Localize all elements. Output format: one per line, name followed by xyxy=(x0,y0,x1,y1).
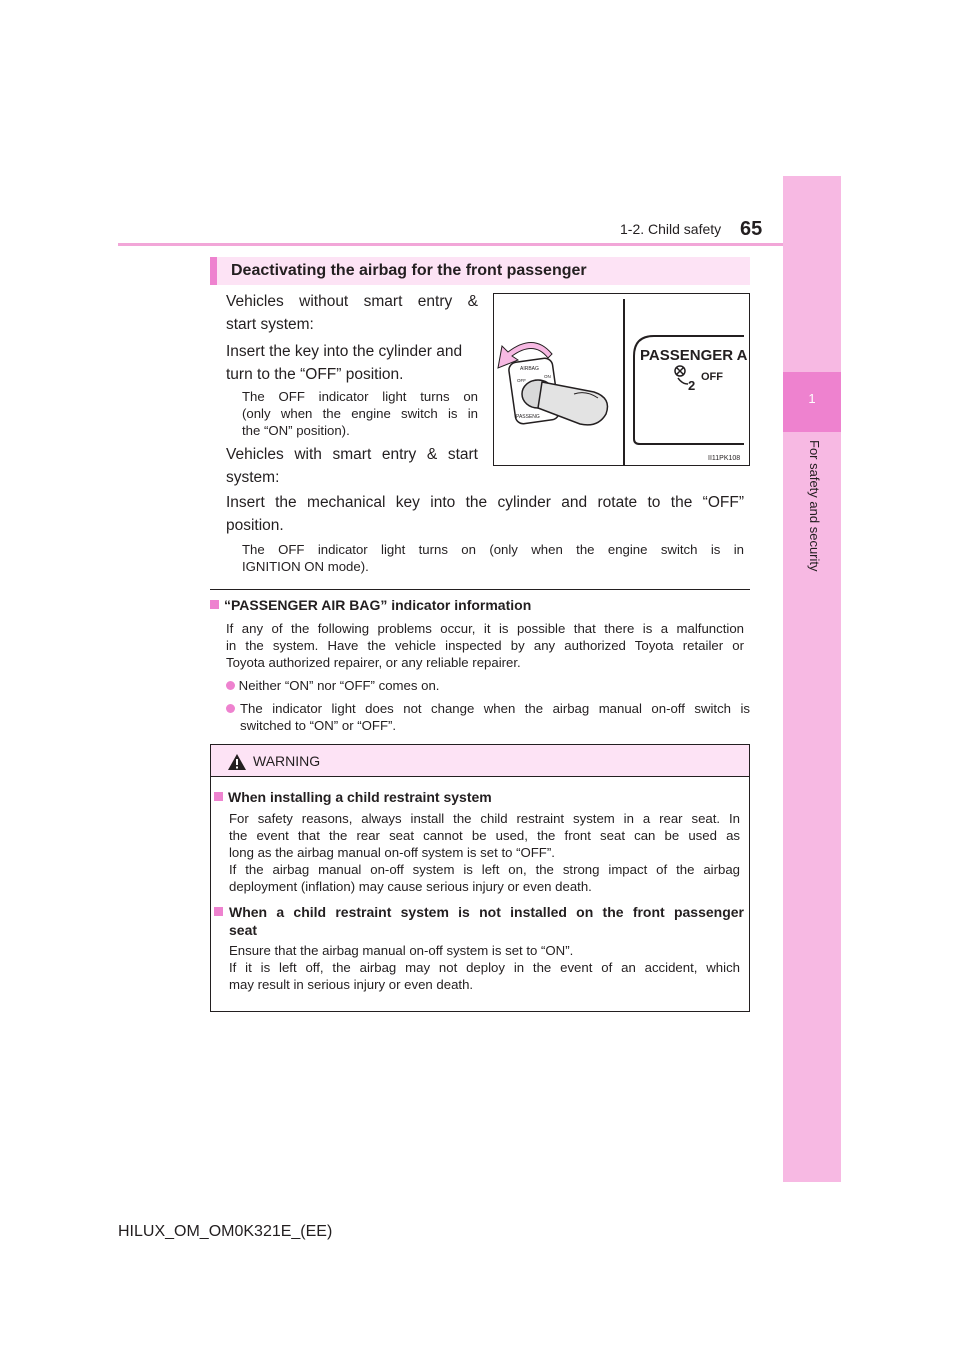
info-text-line3: Toyota authorized repairer, or any reliable repairer. xyxy=(226,655,521,670)
warning-item2-title-line2: seat xyxy=(229,922,258,938)
warning-item1-line2: the event that the rear seat cannot be used, the front seat can be used as xyxy=(229,828,740,843)
info-text-line2: in the system. Have the vehicle inspected by any authorized Toyota retailer or xyxy=(226,638,744,653)
warning-item2-line3: may result in serious injury or even death. xyxy=(229,977,474,992)
round-bullet-icon xyxy=(226,681,235,690)
no-smart-note xyxy=(242,388,478,439)
info-bullet-2-line2: switched to “ON” or “OFF”. xyxy=(240,718,397,733)
figure-code: II11PK108 xyxy=(708,455,741,462)
warning-item2-line1: Ensure that the airbag manual on-off system is set to “ON”. xyxy=(229,943,574,958)
warning-item1-line3: long as the airbag manual on-off system is set to “OFF”. xyxy=(229,845,555,860)
square-bullet-icon xyxy=(214,907,223,916)
passenger-indicator-label: PASSENGER A xyxy=(640,347,748,364)
chapter-number: 1 xyxy=(808,391,816,406)
smart-entry-label xyxy=(226,443,478,489)
chapter-side-tab xyxy=(783,176,841,1182)
warning-item2-title-line1: When a child restraint system is not installed on the front passenger xyxy=(229,904,744,920)
svg-text:2: 2 xyxy=(688,378,696,393)
info-bullet-2 xyxy=(226,700,750,734)
warning-item1-line1: For safety reasons, always install the child restraint system in a rear seat. In xyxy=(229,811,740,826)
passenger-airbag-off-icon xyxy=(675,366,695,393)
no-smart-entry-block xyxy=(226,290,478,336)
section-heading-text: Deactivating the airbag for the front passenger xyxy=(231,262,587,279)
no-smart-step xyxy=(226,340,478,386)
no-smart-note-line2: (only when the engine switch is in xyxy=(242,406,478,421)
switch-label-passenger: PASSENG xyxy=(516,414,540,420)
warning-item2-text xyxy=(229,942,740,993)
info-text xyxy=(226,620,744,671)
info-bullet-2-line1: The indicator light does not change when the airbag manual on-off switch is xyxy=(240,701,750,716)
info-title xyxy=(210,597,750,613)
warning-item1-title xyxy=(214,789,744,805)
warning-triangle-icon xyxy=(227,753,247,771)
smart-note-line2: IGNITION ON mode). xyxy=(242,559,369,574)
footer-code: HILUX_OM_OM0K321E_(EE) xyxy=(118,1223,333,1240)
chapter-title: For safety and security xyxy=(807,440,822,572)
square-bullet-icon xyxy=(210,600,219,609)
warning-item1-line5: deployment (inflation) may cause serious injury or even death. xyxy=(229,879,592,894)
switch-on-label: ON xyxy=(544,374,551,379)
no-smart-label-line2: start system: xyxy=(226,316,314,333)
round-bullet-icon xyxy=(226,704,235,713)
warning-item1-title-text: When installing a child restraint system xyxy=(228,789,492,805)
warning-item1-text xyxy=(229,810,740,895)
square-bullet-icon xyxy=(214,792,223,801)
warning-item1-line4: If the airbag manual on-off system is left on, the strong impact of the airbag xyxy=(229,862,740,877)
warning-label: WARNING xyxy=(253,753,321,769)
switch-off-label: OFF xyxy=(517,378,526,383)
no-smart-step-line1: Insert the key into the cylinder and xyxy=(226,343,463,360)
section-title: 1-2. Child safety xyxy=(620,221,722,237)
smart-label-line2: system: xyxy=(226,469,280,486)
smart-note-line1: The OFF indicator light turns on (only when the engine switch is in xyxy=(242,542,744,557)
off-label: OFF xyxy=(701,371,723,383)
page-number: 65 xyxy=(740,218,763,240)
header-rule xyxy=(118,243,841,246)
smart-step-line1: Insert the mechanical key into the cylinder and rotate to the “OFF” xyxy=(226,494,744,511)
smart-step-line2: position. xyxy=(226,517,284,534)
no-smart-note-line3: the “ON” position). xyxy=(242,423,350,438)
warning-item2-title xyxy=(214,903,744,939)
no-smart-note-line1: The OFF indicator light turns on xyxy=(242,389,478,404)
info-text-line1: If any of the following problems occur, it is possible that there is a malfunction xyxy=(226,621,744,636)
switch-label-airbag: AIRBAG xyxy=(520,366,539,372)
info-title-text: “PASSENGER AIR BAG” indicator information xyxy=(224,597,532,613)
smart-step xyxy=(226,491,744,537)
no-smart-label-line1: Vehicles without smart entry & xyxy=(226,293,478,310)
warning-header xyxy=(210,744,750,777)
divider xyxy=(210,589,750,590)
warning-item2-line2: If it is left off, the airbag may not deploy in the event of an accident, which xyxy=(229,960,740,975)
airbag-switch-figure xyxy=(493,293,750,466)
airbag-switch-illustration xyxy=(494,294,749,465)
no-smart-step-line2: turn to the “OFF” position. xyxy=(226,366,404,383)
info-bullet-1 xyxy=(226,677,744,694)
section-heading xyxy=(210,257,750,285)
smart-note xyxy=(242,541,744,575)
smart-label-line1: Vehicles with smart entry & start xyxy=(226,446,478,463)
info-bullet-1-text: Neither “ON” nor “OFF” comes on. xyxy=(238,678,440,693)
